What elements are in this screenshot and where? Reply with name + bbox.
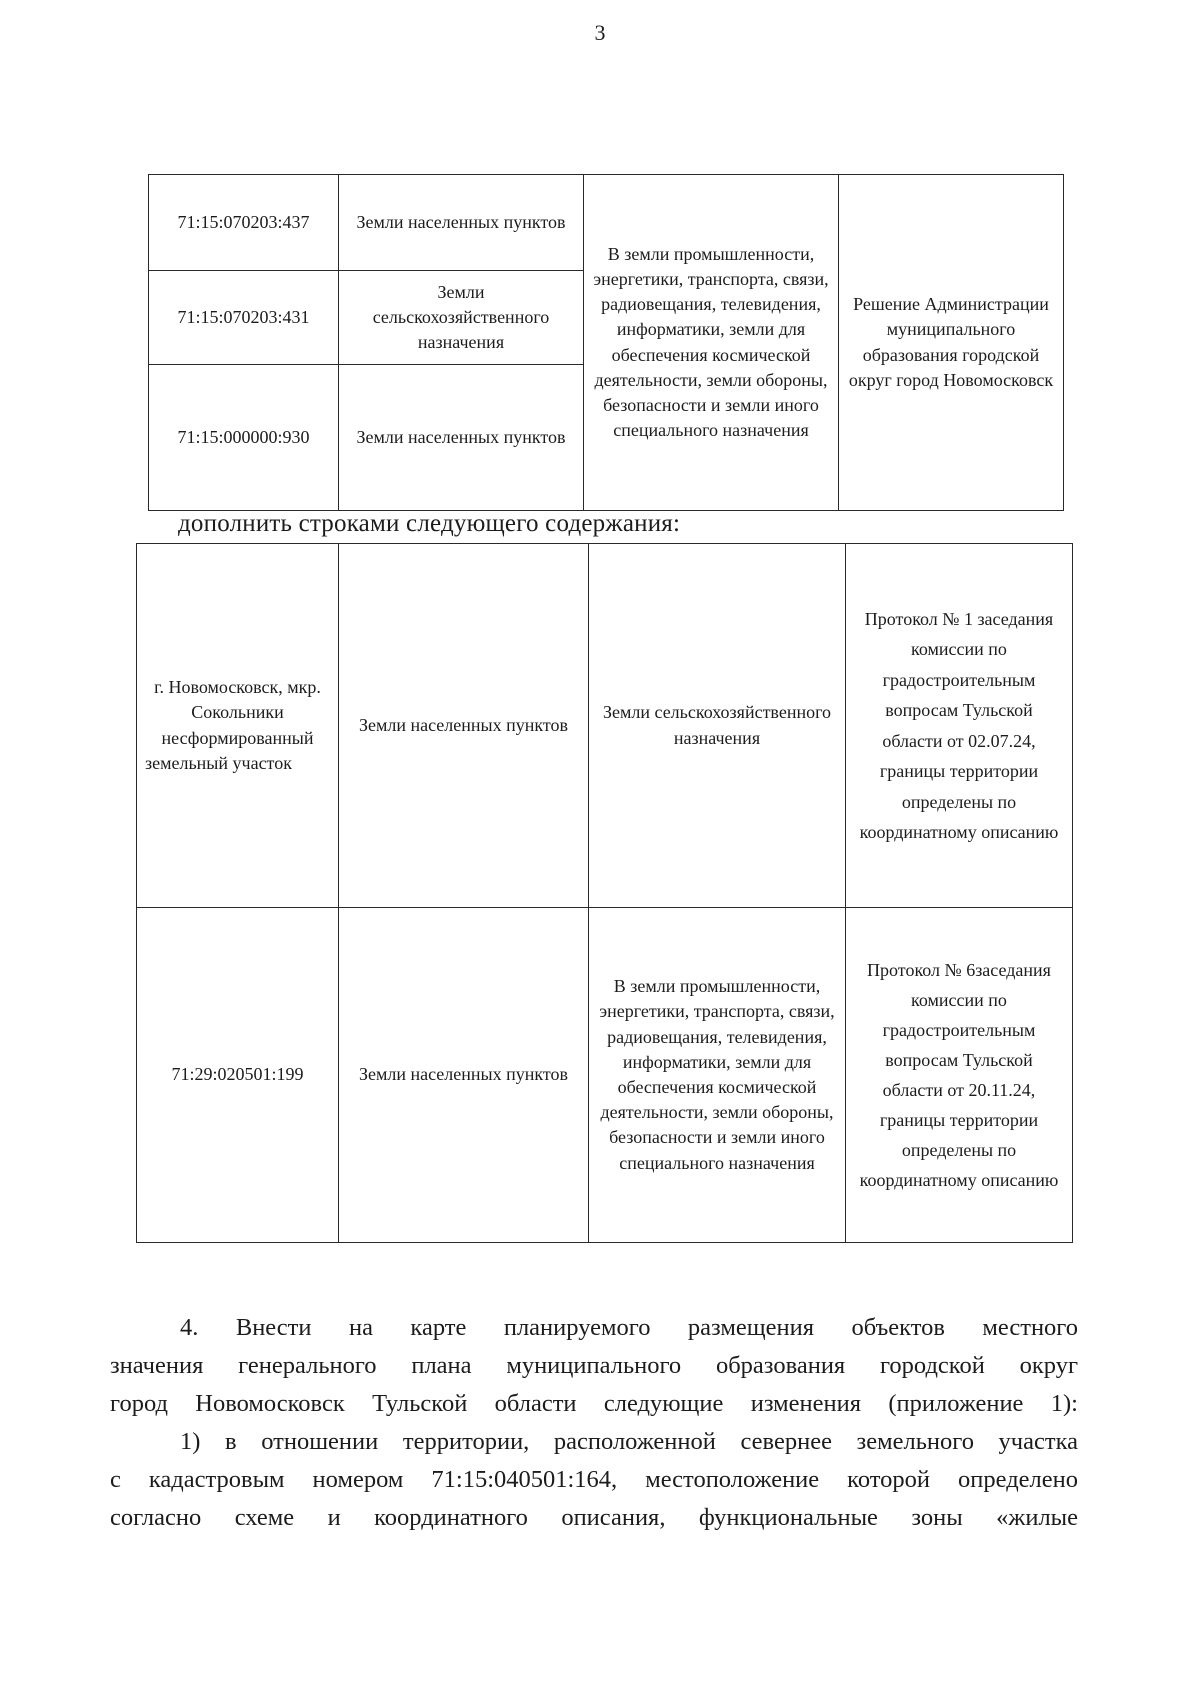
basis-cell: Протокол № 1 заседания комиссии по градостроительным вопросам Тульской области от 02.07.24, границы территории определены по координатному описанию — [846, 544, 1073, 908]
text-line: 1) в отношении территории, расположенной севернее земельного участка — [180, 1428, 1078, 1455]
cadastral-number-cell: 71:15:070203:431 — [149, 271, 339, 365]
table-row — [149, 175, 1064, 271]
target-category-cell: В земли промышленности, энергетики, транспорта, связи, радиовещания, телевидения, информатики, земли для обеспечения космической деятельности, земли обороны, безопасности и земли иного специального назначения — [589, 908, 846, 1243]
paragraph-4-item-1 — [110, 1423, 1078, 1537]
current-category-cell: Земли сельскохозяйственного назначения — [339, 271, 584, 365]
text-line: с кадастровым номером 71:15:040501:164, местоположение которой определено — [110, 1466, 1078, 1493]
text-line: город Новомосковск Тульской области следующие изменения (приложение 1): — [110, 1390, 1078, 1417]
paragraph-4 — [110, 1309, 1078, 1423]
target-category-cell: Земли сельскохозяйственного назначения — [589, 544, 846, 908]
basis-cell: Решение Администрации муниципального образования городской округ город Новомосковск — [839, 175, 1064, 511]
table-row — [137, 544, 1073, 908]
target-category-cell: В земли промышленности, энергетики, транспорта, связи, радиовещания, телевидения, информатики, земли для обеспечения космической деятельности, земли обороны, безопасности и земли иного специального назначения — [584, 175, 839, 511]
land-category-table-continued — [148, 174, 1064, 511]
text-line: 4. Внести на карте планируемого размещения объектов местного — [180, 1314, 1078, 1341]
basis-cell: Протокол № 6заседания комиссии по градостроительным вопросам Тульской области от 20.11.24, границы территории определены по координатному описанию — [846, 908, 1073, 1243]
text-line: значения генерального плана муниципального образования городской округ — [110, 1352, 1078, 1379]
cadastral-number-cell: 71:15:000000:930 — [149, 365, 339, 511]
table-row — [137, 908, 1073, 1243]
current-category-cell: Земли населенных пунктов — [339, 175, 584, 271]
text-line: согласно схеме и координатного описания, функциональные зоны «жилые — [110, 1504, 1078, 1531]
current-category-cell: Земли населенных пунктов — [339, 544, 589, 908]
current-category-cell: Земли населенных пунктов — [339, 365, 584, 511]
page-number: 3 — [594, 20, 606, 45]
location-cell: г. Новомосковск, мкр. Сокольники несформированный земельный участок — [137, 544, 339, 908]
cadastral-number-cell: 71:29:020501:199 — [137, 908, 339, 1243]
cadastral-number-cell: 71:15:070203:437 — [149, 175, 339, 271]
added-rows-table — [136, 543, 1073, 1243]
supplement-heading: дополнить строками следующего содержания: — [178, 510, 681, 537]
current-category-cell: Земли населенных пунктов — [339, 908, 589, 1243]
